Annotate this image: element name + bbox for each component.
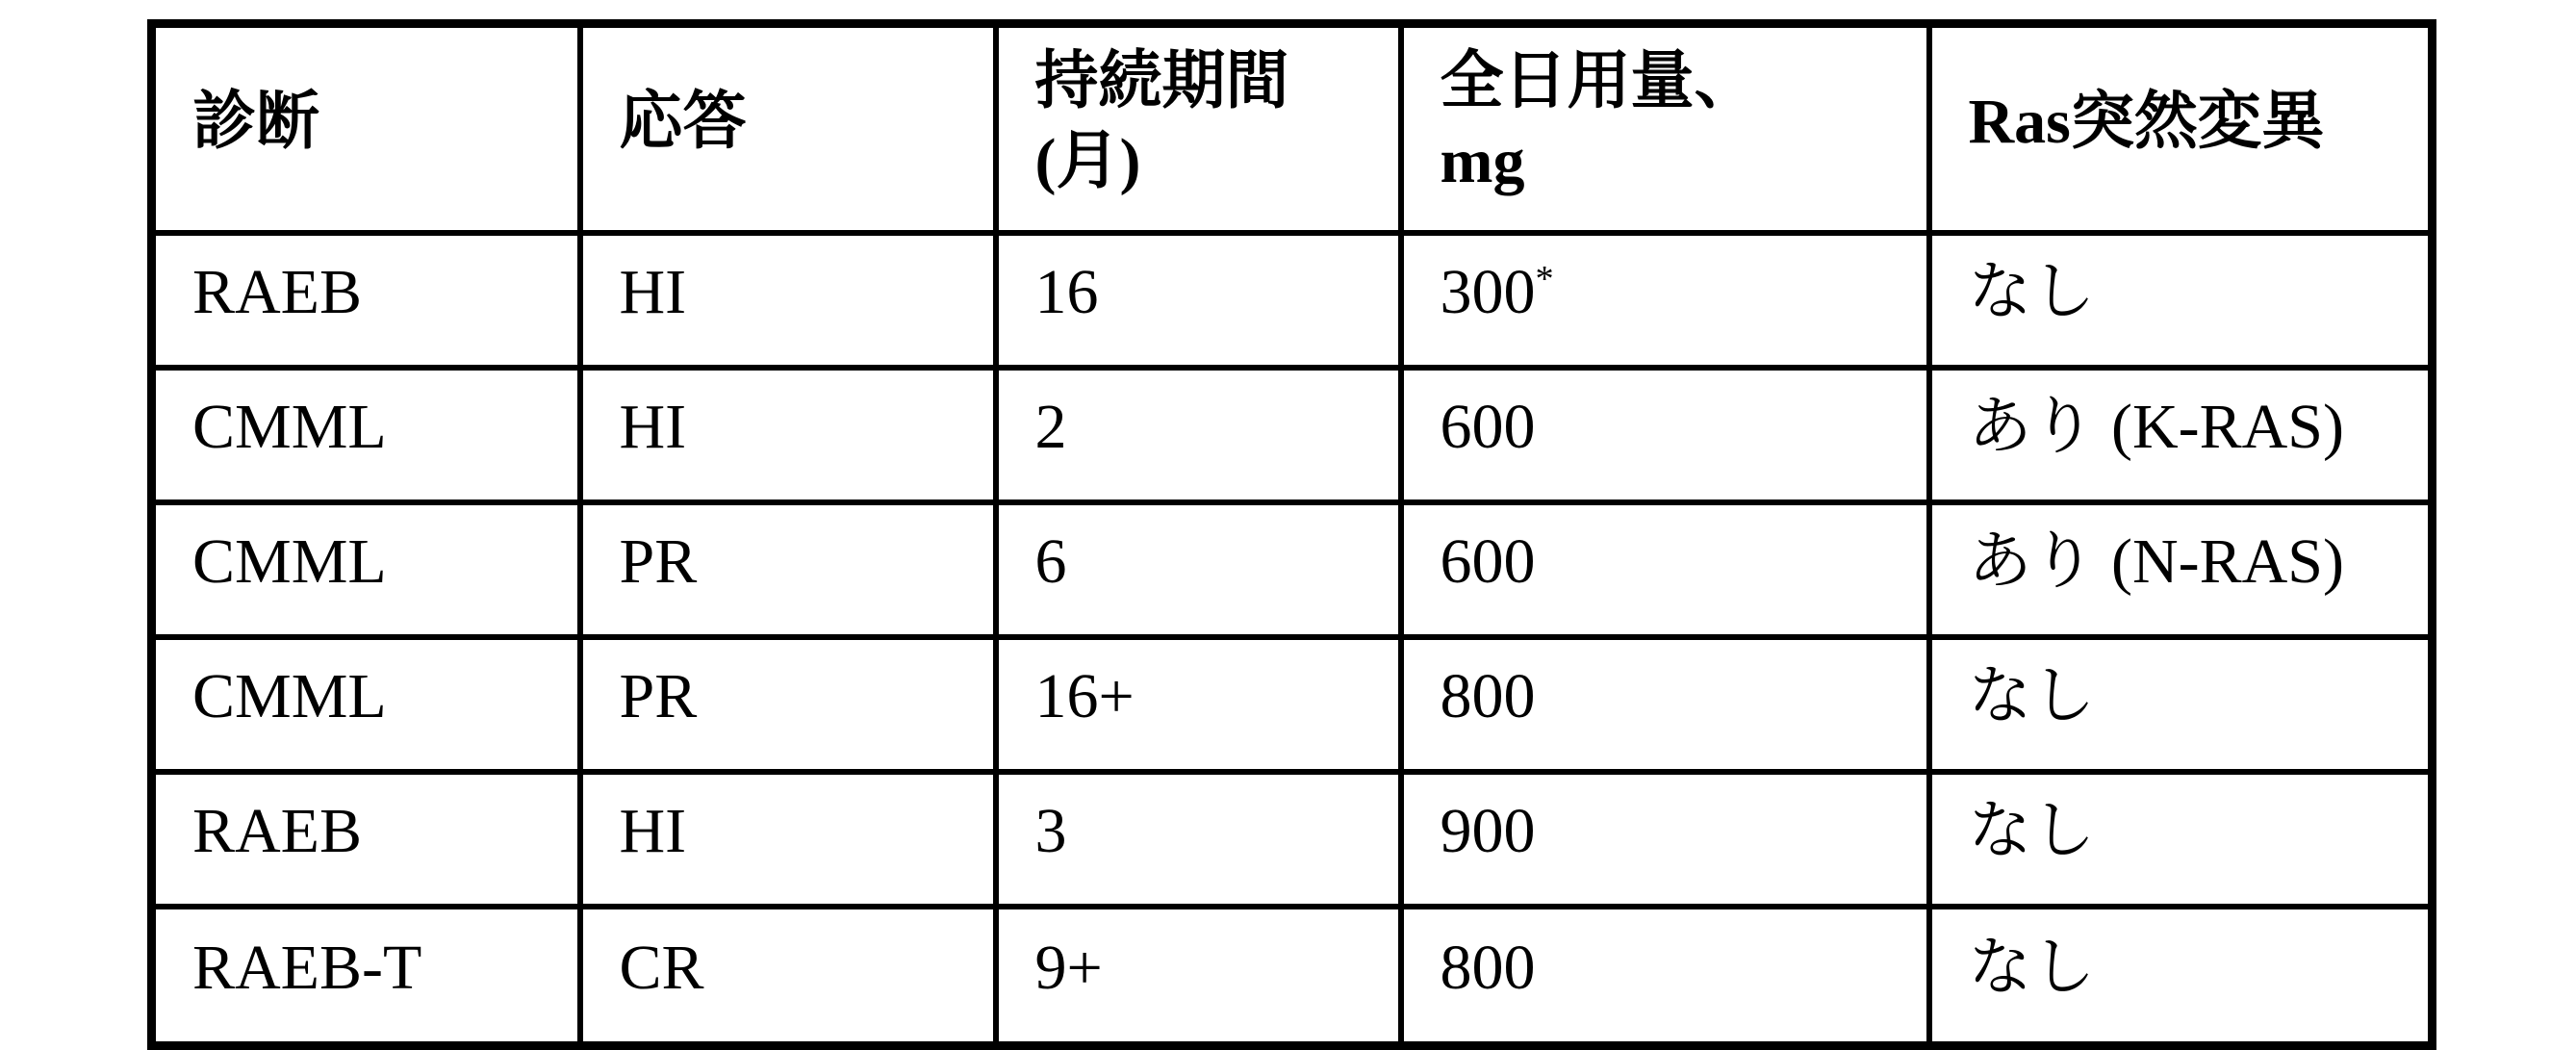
cell-ras-mutation: なし [1929, 772, 2433, 907]
dose-value: 800 [1440, 933, 1536, 1003]
cell-dose [1401, 368, 1929, 502]
header-cell-ras-mutation: Ras突然変異 [1929, 24, 2433, 233]
header-cell-response: 応答 [580, 24, 996, 233]
header-cell-duration: 持続期間 (月) [996, 24, 1401, 233]
table-row [152, 637, 2433, 772]
table-row [152, 502, 2433, 637]
cell-dose [1401, 907, 1929, 1046]
cell-dose [1401, 637, 1929, 772]
cell-response: HI [580, 233, 996, 368]
cell-dose [1401, 233, 1929, 368]
cell-response: CR [580, 907, 996, 1046]
cell-response: PR [580, 637, 996, 772]
table-row [152, 772, 2433, 907]
dose-value: 900 [1440, 796, 1536, 867]
cell-duration: 16+ [996, 637, 1401, 772]
cell-diagnosis: RAEB [152, 772, 580, 907]
cell-diagnosis: RAEB [152, 233, 580, 368]
cell-ras-mutation: なし [1929, 233, 2433, 368]
clinical-results-table [147, 19, 2436, 1050]
cell-duration: 3 [996, 772, 1401, 907]
cell-diagnosis: CMML [152, 502, 580, 637]
dose-value: 300 [1440, 257, 1536, 328]
cell-ras-mutation: あり (K-RAS) [1929, 368, 2433, 502]
cell-dose [1401, 772, 1929, 907]
cell-ras-mutation: なし [1929, 637, 2433, 772]
cell-duration: 16 [996, 233, 1401, 368]
table-row [152, 368, 2433, 502]
cell-response: HI [580, 368, 996, 502]
header-row [152, 24, 2433, 233]
cell-diagnosis: RAEB-T [152, 907, 580, 1046]
cell-diagnosis: CMML [152, 368, 580, 502]
table-row [152, 233, 2433, 368]
cell-dose [1401, 502, 1929, 637]
cell-duration: 2 [996, 368, 1401, 502]
cell-response: PR [580, 502, 996, 637]
dose-asterisk-footnote: * [1535, 259, 1554, 300]
cell-ras-mutation: なし [1929, 907, 2433, 1046]
cell-response: HI [580, 772, 996, 907]
header-cell-dose: 全日用量、 mg [1401, 24, 1929, 233]
table-row [152, 907, 2433, 1046]
dose-value: 600 [1440, 392, 1536, 463]
dose-value: 800 [1440, 661, 1536, 732]
cell-diagnosis: CMML [152, 637, 580, 772]
header-cell-diagnosis: 診断 [152, 24, 580, 233]
dose-value: 600 [1440, 526, 1536, 598]
cell-duration: 6 [996, 502, 1401, 637]
cell-duration: 9+ [996, 907, 1401, 1046]
cell-ras-mutation: あり (N-RAS) [1929, 502, 2433, 637]
